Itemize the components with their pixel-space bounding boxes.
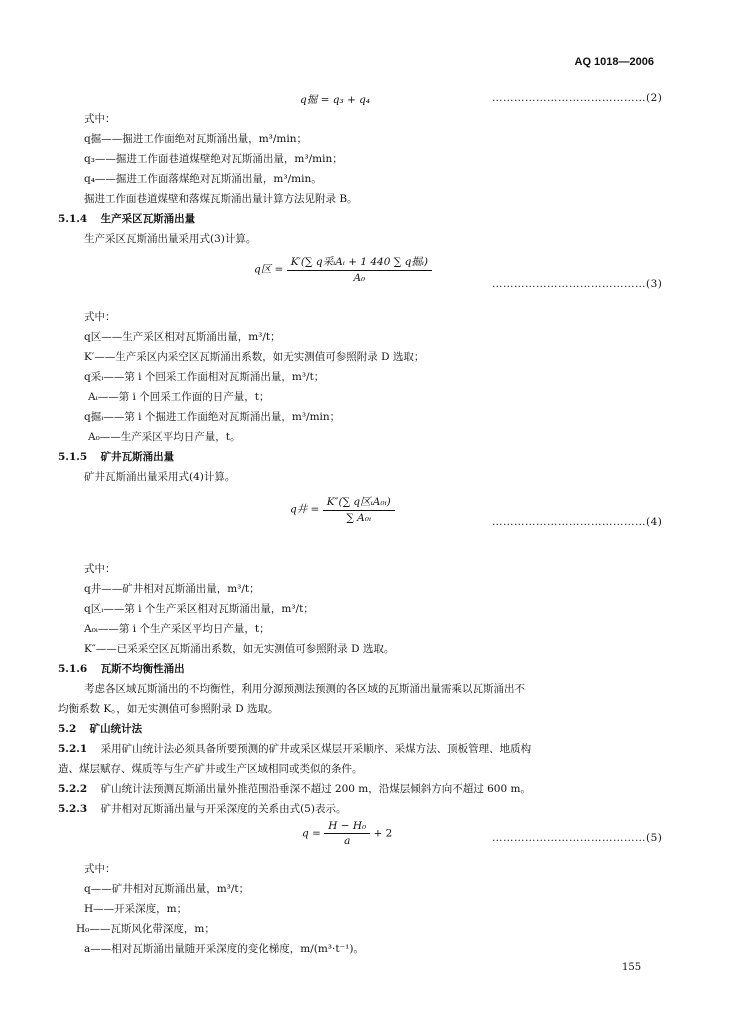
section-5-2-1-line-1	[58, 742, 531, 757]
definition-a0: A₀——生产采区平均日产量，t。	[88, 431, 241, 443]
section-title: 生产采区瓦斯涌出量	[100, 213, 196, 225]
section-number: 5.1.4	[58, 213, 88, 225]
definition-q-cai-i: q采ᵢ——第 i 个回采工作面相对瓦斯涌出量，m³/t；	[84, 371, 325, 383]
section-5-2-1-line-2: 造、煤层赋存、煤质等与生产矿井或生产区域相同或类似的条件。	[58, 763, 363, 775]
section-5-1-4-heading	[58, 212, 195, 227]
section-number: 5.2.2	[58, 783, 88, 795]
eq3-denominator: A₀	[353, 272, 366, 284]
section-number: 5.2.1	[58, 743, 88, 755]
eq3-lhs: q区 =	[254, 263, 284, 276]
where-label-2: 式中：	[84, 311, 116, 323]
eq5-number: ……………………………………(5)	[492, 832, 663, 844]
eq2-number: ……………………………………(2)	[492, 92, 663, 104]
definition-k-double-prime: K″——已采采空区瓦斯涌出系数，如无实测值可参照附录 D 选取。	[84, 643, 395, 655]
section-5-1-5-heading	[58, 450, 174, 465]
definition-a-gradient: a——相对瓦斯涌出量随开采深度的变化梯度，m/(m³·t⁻¹)。	[84, 943, 364, 955]
appendix-b-note: 掘进工作面巷道煤壁和落煤瓦斯涌出量计算方法见附录 B。	[84, 193, 358, 205]
eq4-fraction	[323, 494, 395, 524]
section-title: 矿山统计法	[89, 723, 143, 735]
section-5-1-4-text: 生产采区瓦斯涌出量采用式(3)计算。	[84, 233, 257, 245]
section-text: 矿山统计法预测瓦斯涌出量外推范围沿垂深不超过 200 m，沿煤层倾斜方向不超过 600 m。	[100, 783, 531, 795]
eq2-equals: =	[320, 94, 330, 106]
section-number: 5.2.3	[58, 803, 88, 815]
definition-q-jue-i: q掘ᵢ——第 i 个掘进工作面绝对瓦斯涌出量，m³/min；	[84, 411, 341, 423]
definition-a0-i: A₀ᵢ——第 i 个生产采区平均日产量，t；	[84, 623, 270, 635]
eq4-denominator: ∑ A₀ᵢ	[346, 512, 372, 524]
section-5-1-6-para-line-1: 考虑各区域瓦斯涌出的不均衡性，利用分源预测法预测的各区域的瓦斯涌出量需乘以瓦斯涌出不	[84, 683, 525, 695]
section-number: 5.1.5	[58, 451, 88, 463]
section-5-1-6-para-line-2: 均衡系数 K。，如无实测值可参照附录 D 选取。	[58, 703, 279, 715]
equation-2	[300, 92, 370, 107]
where-label-3: 式中：	[84, 563, 116, 575]
eq5-denominator: a	[344, 835, 351, 847]
section-5-2-2	[58, 782, 531, 797]
definition-a-i: Aᵢ——第 i 个回采工作面的日产量，t；	[88, 391, 270, 403]
definition-q-jue: q掘——掘进工作面绝对瓦斯涌出量，m³/min；	[84, 133, 308, 145]
eq3-number: ……………………………………(3)	[492, 278, 663, 290]
equation-4	[290, 494, 395, 524]
section-5-2-heading	[58, 722, 142, 737]
definition-q-jing: q井——矿井相对瓦斯涌出量，m³/t；	[84, 583, 260, 595]
definition-q3: q₃——掘进工作面巷道煤壁绝对瓦斯涌出量，m³/min；	[84, 153, 343, 165]
definition-h0: H₀——瓦斯风化带深度，m；	[76, 923, 215, 935]
eq5-fraction	[324, 820, 370, 847]
definition-q4: q₄——掘进工作面落煤绝对瓦斯涌出量，m³/min。	[84, 173, 322, 185]
definition-q-qu-i: q区ᵢ——第 i 个生产采区相对瓦斯涌出量，m³/t；	[84, 603, 314, 615]
section-title: 瓦斯不均衡性涌出	[100, 663, 185, 675]
section-text: 采用矿山统计法必须具备所要预测的矿井或采区煤层开采顺序、采煤方法、顶板管理、地质构	[100, 743, 532, 755]
section-5-1-6-heading	[58, 662, 185, 677]
section-title: 矿井瓦斯涌出量	[100, 451, 175, 463]
eq3-numerator: K′(∑ q采ᵢAᵢ + 1 440 ∑ q掘ᵢ)	[290, 256, 429, 268]
section-text: 矿井相对瓦斯涌出量与开采深度的关系由式(5)表示。	[100, 803, 347, 815]
eq4-lhs: q井 =	[290, 503, 320, 516]
eq5-lhs: q =	[302, 827, 321, 840]
eq4-number: ……………………………………(4)	[492, 516, 663, 528]
equation-3	[254, 254, 432, 284]
definition-h: H——开采深度，m；	[84, 903, 188, 915]
definition-q-qu: q区——生产采区相对瓦斯涌出量，m³/t；	[84, 331, 281, 343]
definition-q: q——矿井相对瓦斯涌出量，m³/t；	[84, 883, 250, 895]
section-5-2-3	[58, 802, 346, 817]
section-number: 5.2	[58, 723, 77, 735]
section-number: 5.1.6	[58, 663, 88, 675]
eq5-numerator: H − H₀	[328, 820, 367, 832]
eq4-numerator: K″(∑ q区ᵢA₀ᵢ)	[326, 496, 391, 508]
where-label-1: 式中：	[84, 113, 116, 125]
page-number: 155	[622, 962, 642, 973]
equation-5	[302, 820, 392, 847]
definition-k-prime: K′——生产采区内采空区瓦斯涌出系数，如无实测值可参照附录 D 选取；	[84, 351, 425, 363]
eq2-lhs: q掘	[300, 94, 318, 106]
eq2-rhs: q₃ + q₄	[332, 94, 371, 106]
eq3-fraction	[287, 254, 432, 284]
section-5-1-5-text: 矿井瓦斯涌出量采用式(4)计算。	[84, 471, 236, 483]
where-label-4: 式中：	[84, 863, 116, 875]
standard-code-header: AQ 1018—2006	[574, 56, 654, 68]
eq5-tail: + 2	[373, 827, 393, 840]
